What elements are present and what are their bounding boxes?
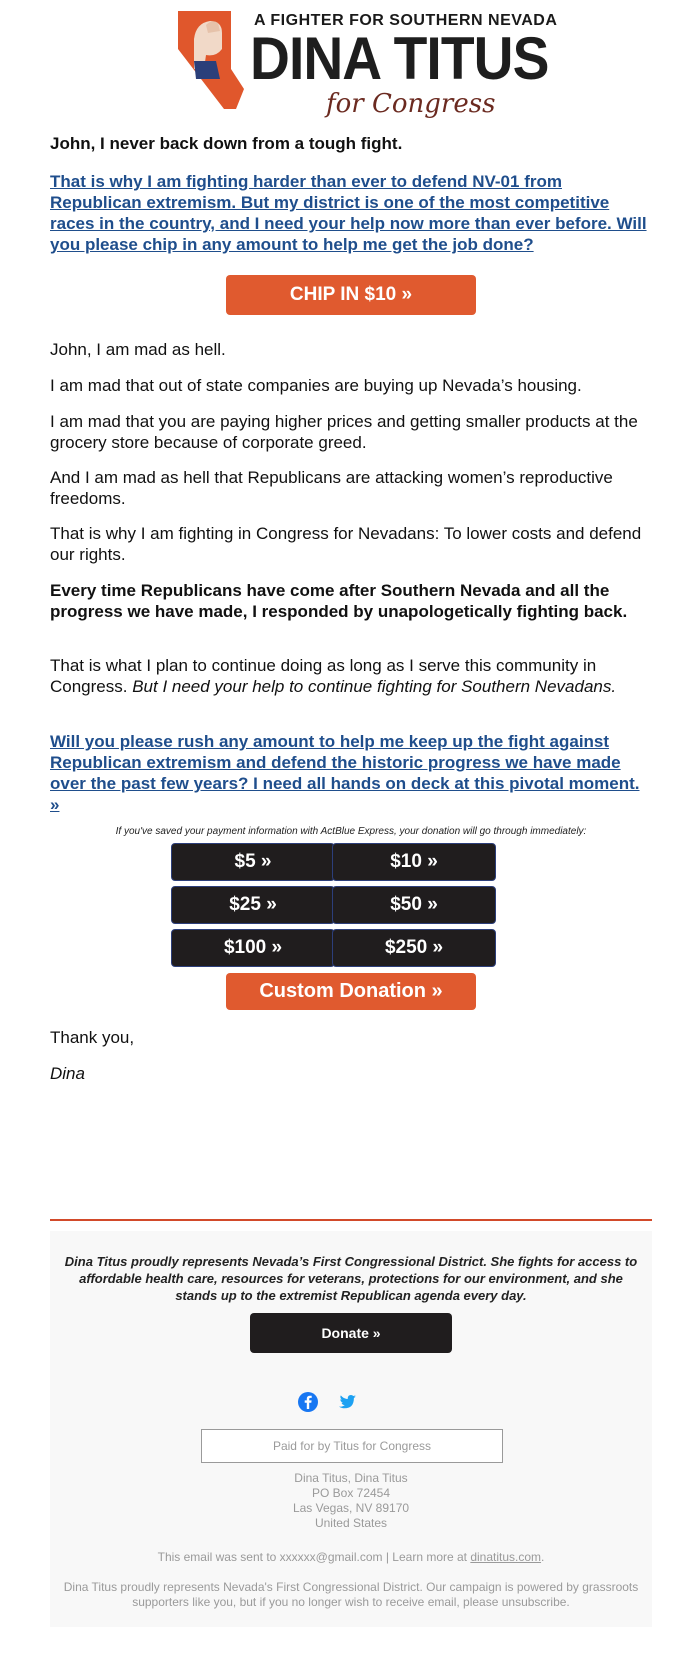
facebook-icon[interactable] bbox=[297, 1391, 319, 1413]
twitter-icon[interactable] bbox=[336, 1391, 358, 1413]
address-line: United States bbox=[314, 1516, 388, 1530]
donate-10-button[interactable]: $10 » bbox=[332, 843, 496, 881]
signoff-thanks: Thank you, bbox=[50, 1028, 135, 1047]
body-paragraph-7-italic: But I need your help to continue fighting for Southern Nevadans. bbox=[132, 677, 617, 696]
sent-to-notice bbox=[50, 1550, 652, 1564]
custom-donation-button[interactable]: Custom Donation » bbox=[226, 973, 476, 1010]
sent-to-text: This email was sent to xxxxxx@gmail.com | Learn more at bbox=[157, 1550, 471, 1564]
footer-donate-button[interactable]: Donate » bbox=[250, 1313, 452, 1353]
donate-5-button[interactable]: $5 » bbox=[171, 843, 335, 881]
footer-about: Dina Titus proudly represents Nevada’s First Congressional District. She fights for access to affordable health care, resources for veterans, protections for our environment, and she stands up to the extremist Republican agenda every day. bbox=[64, 1254, 638, 1303]
logo-for-congress: for Congress bbox=[326, 89, 496, 119]
chip-in-button[interactable]: CHIP IN $10 » bbox=[226, 275, 476, 315]
address-line: Las Vegas, NV 89170 bbox=[292, 1501, 410, 1515]
unsubscribe-notice: Dina Titus proudly represents Nevada's First Congressional District. Our campaign is powered by grassroots supporters like you, but if you no longer wish to receive email, please unsubscribe. bbox=[63, 1580, 639, 1609]
actblue-express-note: If you've saved your payment information with ActBlue Express, your donation will go through immediately: bbox=[115, 826, 587, 837]
body-paragraph-6: Every time Republicans have come after Southern Nevada and all the progress we have made, I responded by unapologetically fighting back. bbox=[50, 581, 628, 621]
paid-for-box: Paid for by Titus for Congress bbox=[201, 1429, 503, 1463]
logo-tagline: A FIGHTER FOR SOUTHERN NEVADA bbox=[254, 12, 558, 29]
logo-name: DINA TITUS bbox=[250, 25, 549, 92]
rush-donate-link[interactable]: Will you please rush any amount to help me keep up the fight against Republican extremism and defend the historic progress we have made over the past few years? I need all hands on deck at this pivotal moment. » bbox=[50, 732, 640, 814]
body-paragraph-4: And I am mad as hell that Republicans are attacking women’s reproductive freedoms. bbox=[50, 468, 613, 508]
campaign-logo bbox=[176, 9, 558, 119]
signoff-signature: Dina bbox=[50, 1064, 85, 1083]
mailing-address bbox=[50, 1471, 652, 1531]
body-paragraph-3: I am mad that you are paying higher prices and getting smaller products at the grocery store because of corporate greed. bbox=[50, 412, 638, 452]
body-paragraph-1: John, I am mad as hell. bbox=[50, 340, 226, 359]
donate-100-button[interactable]: $100 » bbox=[171, 929, 335, 967]
address-line: Dina Titus, Dina Titus bbox=[294, 1471, 408, 1485]
donate-250-button[interactable]: $250 » bbox=[332, 929, 496, 967]
body-paragraph-5: That is why I am fighting in Congress for Nevadans: To lower costs and defend our rights. bbox=[50, 524, 642, 564]
footer bbox=[50, 1231, 652, 1627]
intro-headline: John, I never back down from a tough fight. bbox=[50, 134, 403, 153]
body-paragraph-7 bbox=[50, 655, 652, 697]
body-paragraph-7-plain: That is what I plan to continue doing as long as I serve this community in Congress. bbox=[50, 656, 597, 696]
body-paragraph-2: I am mad that out of state companies are buying up Nevada’s housing. bbox=[50, 376, 582, 395]
intro-donate-link[interactable]: That is why I am fighting harder than ever to defend NV-01 from Republican extremism. But my district is one of the most competitive races in the country, and I need your help now more than ever before. Will you please chip in any amount to help me get the job done? bbox=[50, 172, 647, 254]
address-line: PO Box 72454 bbox=[311, 1486, 391, 1500]
donate-50-button[interactable]: $50 » bbox=[332, 886, 496, 924]
website-link[interactable]: dinatitus.com bbox=[470, 1550, 542, 1564]
donate-25-button[interactable]: $25 » bbox=[171, 886, 335, 924]
sent-to-suffix: . bbox=[541, 1550, 545, 1564]
nevada-fist-icon bbox=[176, 9, 246, 111]
footer-divider bbox=[50, 1219, 652, 1221]
